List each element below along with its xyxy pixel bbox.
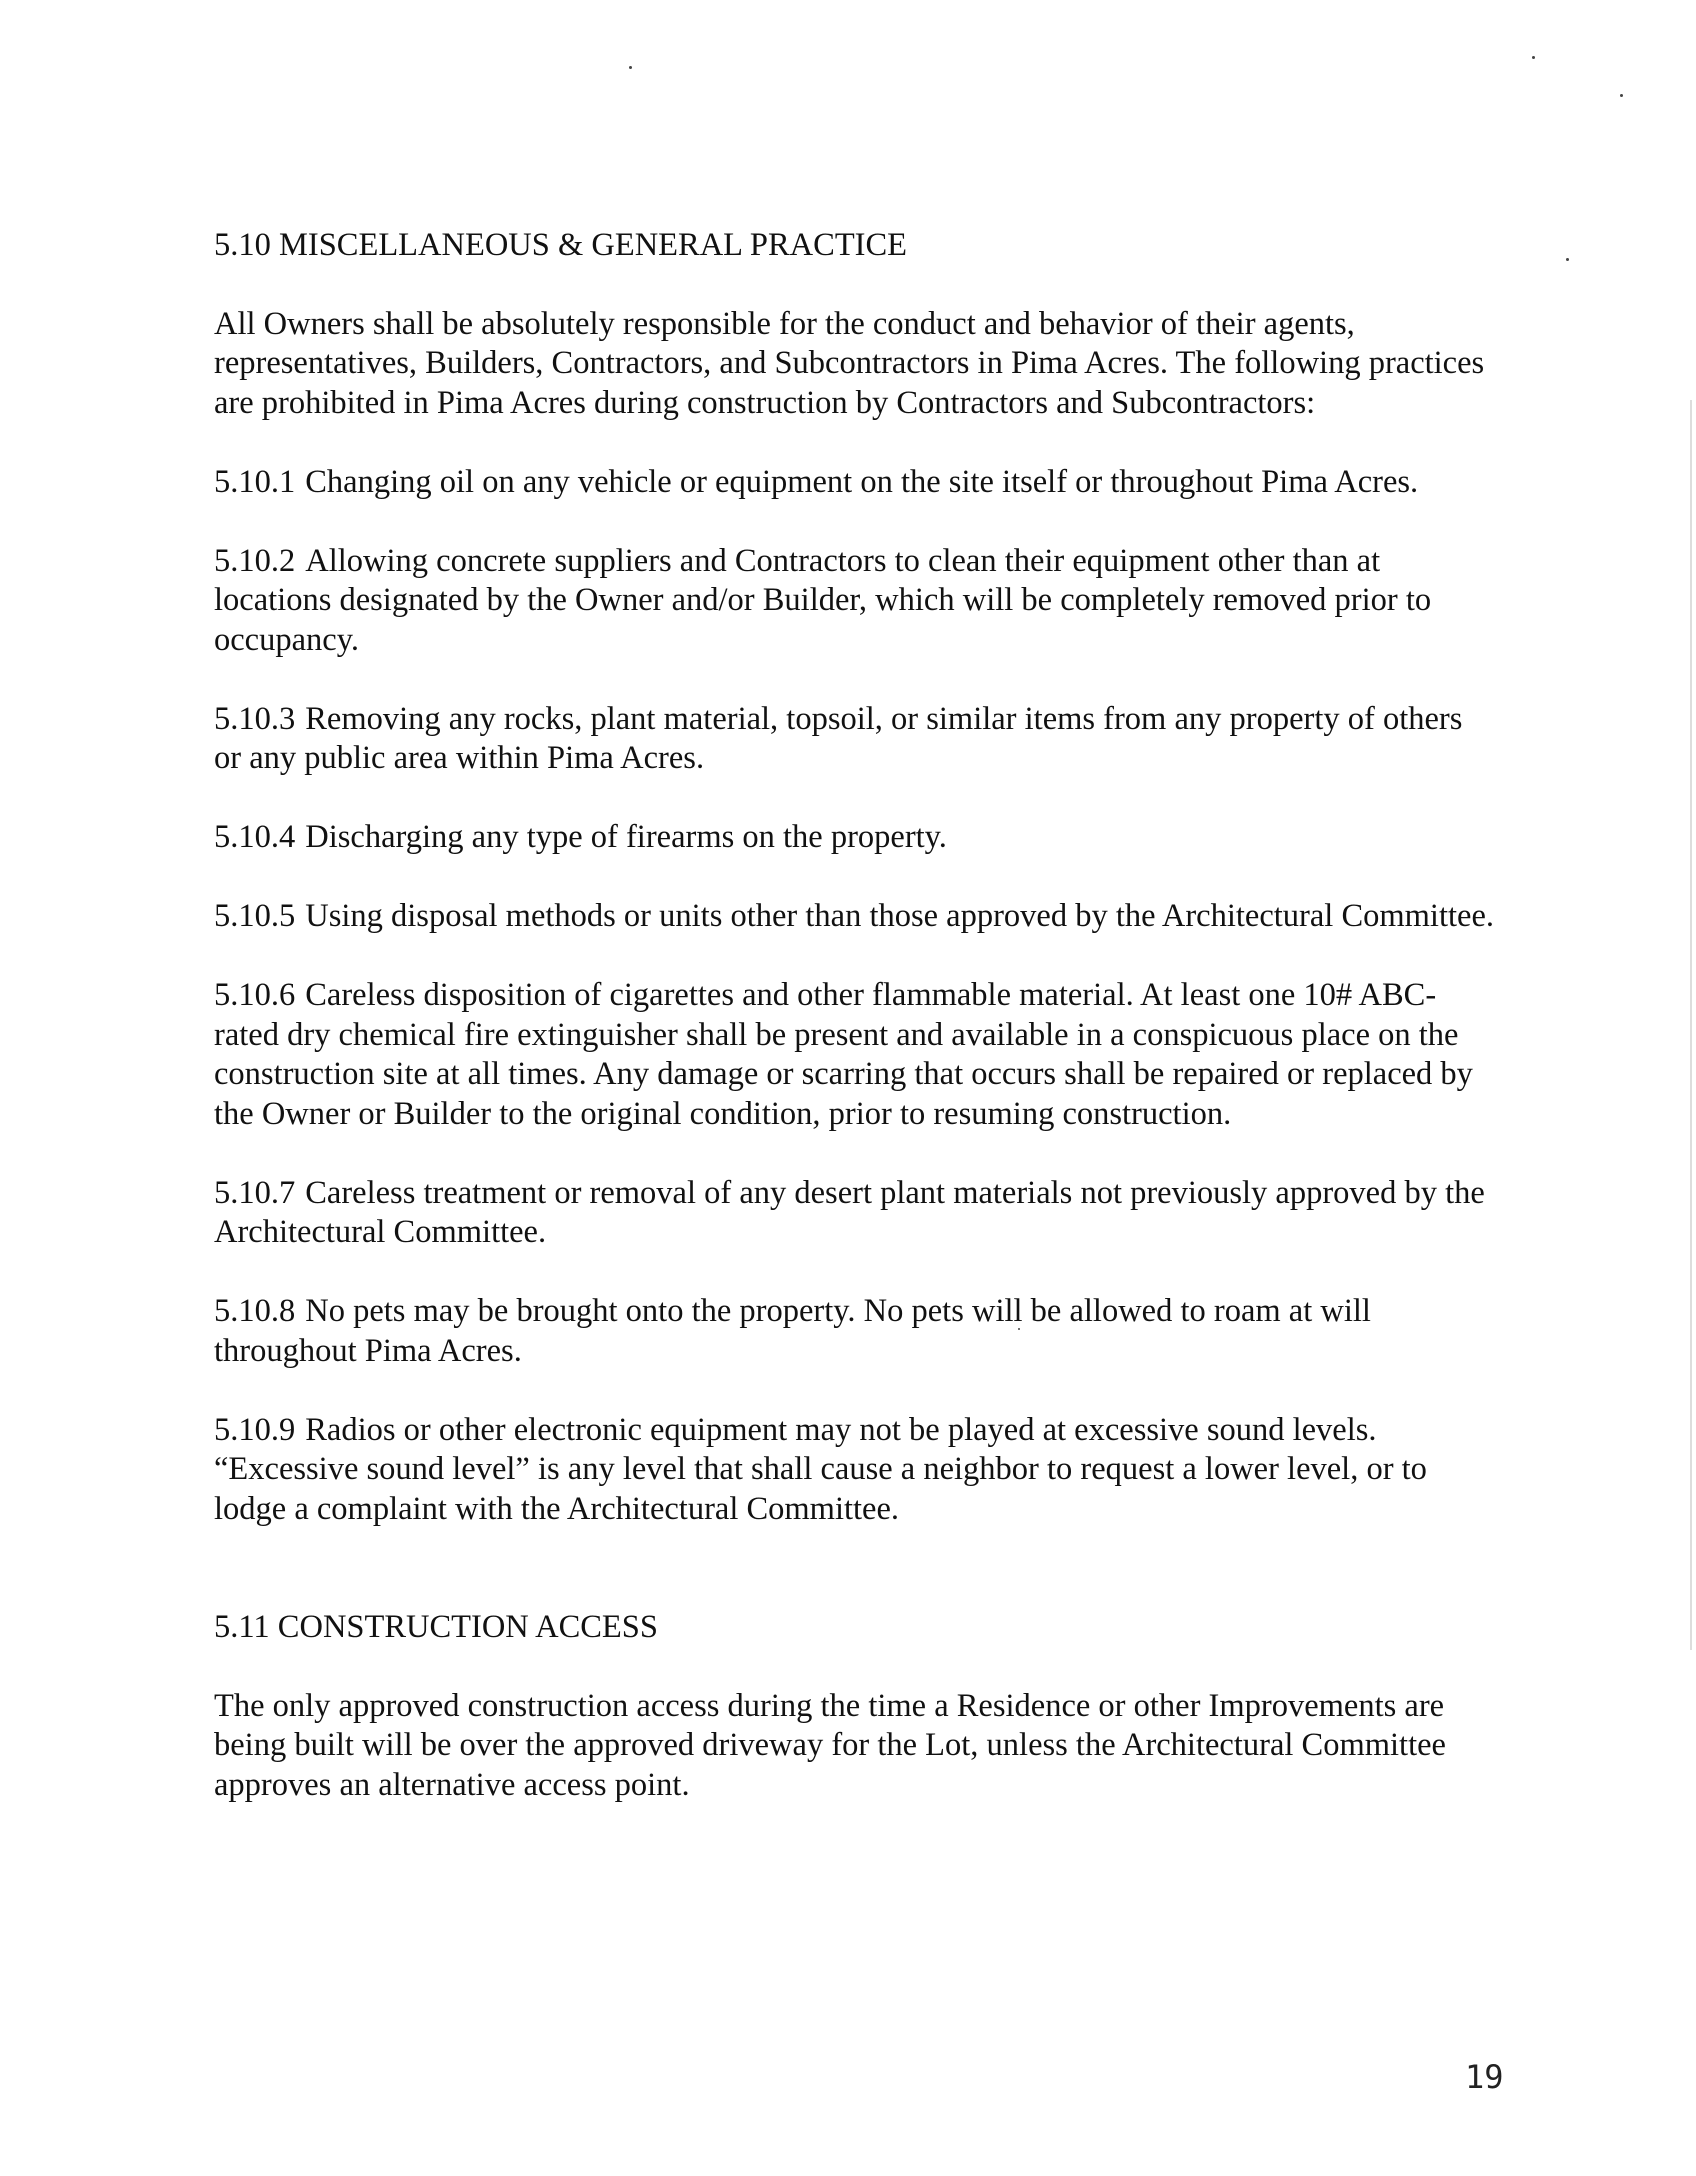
document-body	[214, 226, 1494, 1805]
scan-speck	[1532, 56, 1535, 59]
page-number: 19	[1465, 2058, 1504, 2096]
item-text: Discharging any type of firearms on the property.	[305, 819, 947, 855]
item-text: Changing oil on any vehicle or equipment on the site itself or throughout Pima Acres.	[305, 463, 1419, 500]
list-item	[214, 897, 1494, 937]
item-number: 5.10.9	[214, 1411, 296, 1448]
section-heading-construction-access: 5.11 CONSTRUCTION ACCESS	[214, 1609, 658, 1645]
section-heading-misc: 5.10 MISCELLANEOUS & GENERAL PRACTICE	[214, 227, 908, 263]
scan-speck	[1566, 258, 1569, 261]
item-number: 5.10.3	[214, 700, 296, 737]
item-number: 5.10.4	[214, 819, 296, 855]
item-number: 5.10.2	[214, 542, 296, 579]
item-number: 5.10.8	[214, 1293, 296, 1329]
item-text: No pets may be brought onto the property. No pets will be allowed to roam at will throughout Pima Acres.	[214, 1293, 1371, 1369]
list-item	[214, 542, 1494, 661]
construction-access-paragraph: The only approved construction access during the time a Residence or other Improvements are being built will be over the approved driveway for the Lot, unless the Architectural Committee approves an alternative access point.	[214, 1687, 1446, 1803]
list-item	[214, 1292, 1494, 1371]
scan-speck	[1620, 94, 1623, 97]
item-text: Using disposal methods or units other than those approved by the Architectural Committee.	[305, 898, 1494, 934]
list-item	[214, 1411, 1494, 1530]
item-number: 5.10.7	[214, 1174, 296, 1211]
item-text: Careless disposition of cigarettes and other flammable material. At least one 10# ABC-rated dry chemical fire extinguisher shall be present and available in a conspicuous place on the construction site at all times. Any damage or scarring that occurs shall be repaired or replaced by the Owner or Builder to the original condition, prior to resuming construction.	[214, 977, 1473, 1132]
scan-speck	[629, 66, 632, 69]
list-item	[214, 463, 1494, 503]
item-text: Careless treatment or removal of any desert plant materials not previously approved by the Architectural Committee.	[214, 1174, 1485, 1250]
item-text: Radios or other electronic equipment may not be played at excessive sound levels. “Excessive sound level” is any level that shall cause a neighbor to request a lower level, or to lodge a complaint with the Architectural Committee.	[214, 1411, 1427, 1527]
item-number: 5.10.1	[214, 463, 296, 500]
list-item	[214, 818, 1494, 858]
list-item	[214, 976, 1494, 1134]
item-text: Removing any rocks, plant material, topsoil, or similar items from any property of others or any public area within Pima Acres.	[214, 700, 1463, 776]
item-number: 5.10.5	[214, 898, 296, 934]
scan-edge-line	[1690, 400, 1692, 1650]
item-text: Allowing concrete suppliers and Contractors to clean their equipment other than at locations designated by the Owner and/or Builder, which will be completely removed prior to occupancy.	[214, 542, 1432, 658]
list-item	[214, 700, 1494, 779]
list-item	[214, 1174, 1494, 1253]
item-number: 5.10.6	[214, 977, 296, 1013]
section-intro-paragraph: All Owners shall be absolutely responsible for the conduct and behavior of their agents, representatives, Builders, Contractors, and Subcontractors in Pima Acres. The following practices are prohibited in Pima Acres during construction by Contractors and Subcontractors:	[214, 305, 1485, 421]
